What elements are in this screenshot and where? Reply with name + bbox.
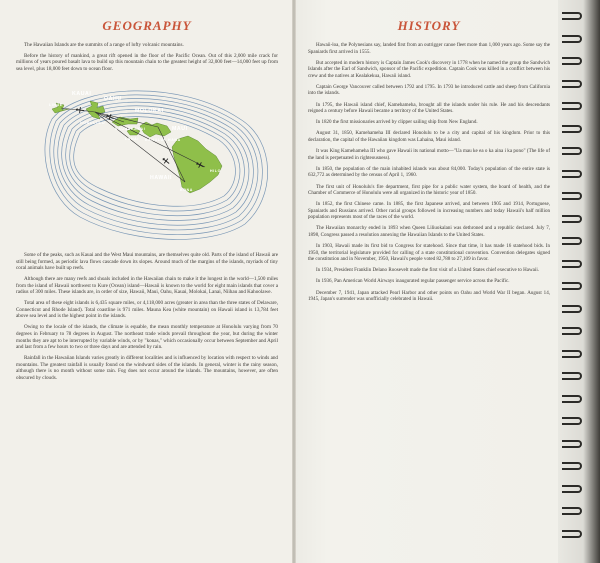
place-label-kona: KONA bbox=[180, 187, 193, 192]
binding-ring bbox=[562, 260, 584, 270]
history-paragraph: December 7, 1941, Japan attacked Pearl Harbor and other points on Oahu and World War II began. August 14, 1945, Japan's surrender was unofficially celebrated in Hawaii. bbox=[308, 289, 550, 303]
history-paragraph: The Hawaiian monarchy ended in 1893 when Queen Liliuokalani was dethroned and a republic declared. July 7, 1898, Congress passed a resolution annexing the Hawaiian Islands to the United States. bbox=[308, 225, 550, 238]
geography-title: GEOGRAPHY bbox=[102, 18, 192, 33]
place-label-hana: HANA bbox=[168, 137, 181, 142]
history-paragraph: In 1936, Pan American World Airways inaugurated regular passenger service across the Pacific. bbox=[316, 278, 510, 285]
history-paragraph: In 1850, the population of the main inhabited islands was about 84,000. Today's population of the entire state is 632,772 as determined by the census of April 1, 1960. bbox=[308, 165, 550, 179]
binding-ring bbox=[562, 237, 584, 247]
history-page bbox=[296, 0, 558, 563]
hawaii-map bbox=[40, 79, 276, 244]
binding-ring bbox=[562, 80, 584, 90]
geography-intro-paragraph: The Hawaiian Islands are the summits of a range of lofty volcanic mountains. bbox=[24, 42, 184, 48]
geography-paragraph: Total area of these eight islands is 6,435 square miles, or 4,118,000 acres (greater in area than the three states of Delaware, Connecticut and Rhode Island). Total coastline is 971 miles. Mauna Kea (white mountain) on Hawaii island is 13,784 feet above sea level and is the highest point in the islands. bbox=[16, 300, 278, 320]
oahu-island bbox=[86, 101, 105, 119]
geography-paragraph: Although there are many reefs and shoals included in the Hawaiian chain to make it the longest in the world—1,500 miles from the island of Hawaii northwest to Kure (Ocean) island—Hawaii is known to the world for eight main islands that cover a radius of 300 miles. These islands are, in order of size, Hawaii, Maui, Oahu, Kauai, Molokai, Lanai, Niihau and Kahoolawe. bbox=[16, 275, 278, 296]
history-title: HISTORY bbox=[397, 18, 461, 33]
island-label-hawaii: HAWAII bbox=[150, 174, 173, 181]
binding-ring bbox=[562, 440, 584, 450]
history-paragraph: In 1934, President Franklin Delano Roosevelt made the first visit of a United States chief executive to Hawaii. bbox=[316, 267, 539, 274]
binding-ring bbox=[562, 417, 584, 427]
binding-ring bbox=[562, 395, 584, 405]
binding-ring bbox=[562, 530, 584, 540]
place-label-lihue: LIHUE bbox=[49, 102, 63, 107]
binding-ring bbox=[562, 125, 584, 135]
history-paragraph: August 31, 1850, Kamehameha III declared Honolulu to be a city and capital of his kingdom. Prior to this declaration, the capital of the Hawaiian kingdom was Lahaina, Maui island. bbox=[308, 130, 550, 143]
binding-ring bbox=[562, 282, 584, 292]
history-paragraph: But accepted in modern history is Captain James Cook's discovery in 1778 when he named the group the Sandwich Islands after the Earl of Sandwich, sponsor of the Pacific expedition. Captain Cook was killed in a conflict between his crew and the natives at Kealakekua, Hawaii island. bbox=[308, 59, 550, 79]
history-paragraph: In 1795, the Hawaii island chief, Kamehameha, brought all the islands under his rule. He and his descendants reigned a century before Hawaii became a territory of the United States. bbox=[308, 101, 550, 115]
place-label-kahului: KAHULUI bbox=[145, 137, 166, 142]
geography-paragraph: Owing to the locale of the islands, the climate is equable, the mean monthly temperature at Honolulu varying from 70 degrees in February to 78 degrees in August. The northeast trade winds prevail throughout the year, but during the winter months they are apt to be interrupted by variable winds, or by "konas," which occasionally occur between September and April and last from a few hours to two or three days and are attended by rain. bbox=[16, 324, 278, 351]
geography-paragraph: Rainfall in the Hawaiian Islands varies greatly in different localities and is influenced by location with respect to winds and mountains. The greatest rainfall is usually found on the windward sides of the islands. In general, winter is the rainy season, although there is no month without some rain. Fog does not occur around the islands. The mountains, however, are often obscured by clouds. bbox=[16, 354, 278, 382]
history-paragraph: The first unit of Honolulu's fire department, first pipe for a public water system, the board of health, and the Chamber of Commerce of Honolulu were all organized in the historic year of 1850. bbox=[308, 183, 550, 197]
island-label-molokai: MOLOKAI bbox=[135, 107, 164, 114]
history-paragraph: In 1903, Hawaii made its first bid to Congress for statehood. Since that time, it has made 16 statehood bids. In 1950, the territorial legislature provided for calling of a state constitutional convention. Convention delegates signed the constitution and in November, 1950, Hawaii's people voted 82,788 to 27,109 in favor. bbox=[308, 243, 550, 263]
binding-ring bbox=[562, 215, 584, 225]
binding-ring bbox=[562, 462, 584, 472]
island-label-kauai: KAUAI bbox=[72, 90, 92, 97]
history-paragraph: In 1852, the first Chinese came. In 1885, the first Japanese arrived, and between 1905 and 1914, Portuguese, Spaniards and Russians arrived. Other racial groups followed in increasing numbers and today Hawaii's half million population represents most of the races of the world. bbox=[308, 201, 550, 221]
island-label-maui: MAUI bbox=[172, 125, 188, 132]
binding-ring bbox=[562, 102, 584, 112]
binding-ring bbox=[562, 57, 584, 67]
binding-ring bbox=[562, 507, 584, 517]
binding-ring bbox=[562, 192, 584, 202]
binding-ring bbox=[562, 35, 584, 45]
place-label-honolulu: HONOLULU bbox=[80, 120, 106, 125]
island-label-oahu: OAHU bbox=[104, 95, 122, 102]
binding-ring bbox=[562, 305, 584, 315]
binding-ring bbox=[562, 12, 584, 22]
binding-ring bbox=[562, 485, 584, 495]
geography-paragraph: Some of the peaks, such as Kauai and the West Maui mountains, are themselves quite old. Parts of the island of Hawaii are still being formed, as periodic lava flows cascade down its slopes. Around much of the margins of the islands, myriads of tiny coral animals have built up reefs. bbox=[16, 251, 278, 272]
history-paragraph: In 1820 the first missionaries arrived by clipper sailing ship from New England. bbox=[316, 119, 478, 126]
place-label-kaunakakai: KAUNAKAKAI bbox=[115, 126, 146, 131]
binding-ring bbox=[562, 350, 584, 360]
history-paragraph: Hawaii-loa, the Polynesians say, landed first from an outrigger canoe fleet more than 1,000 years ago. Some say the Spaniards first arrived in 1555. bbox=[308, 42, 550, 55]
binding-ring bbox=[562, 147, 584, 157]
binding-ring bbox=[562, 327, 584, 337]
binding-ring bbox=[562, 372, 584, 382]
binding-ring bbox=[562, 170, 584, 180]
history-paragraph: It was King Kamehameha III who gave Hawaii its national motto—"Ua mau ke ea o ka aina i ka pono" (The life of the land is perpetuated in righteousness). bbox=[308, 148, 550, 161]
place-label-hilo: HILO bbox=[210, 168, 221, 173]
hawaii-map-graphic bbox=[40, 79, 276, 244]
history-paragraph: Captain George Vancouver called between 1792 and 1795. In 1793 he introduced cattle and sheep from California into the islands. bbox=[308, 83, 550, 97]
geography-page bbox=[0, 0, 292, 563]
geography-intro-paragraph: Before the history of mankind, a great rift opened in the floor of the Pacific Ocean. Out of this 2,000 mile crack for millions of years poured basalt lava to build up this mountain chain to the greatest height of 32,000 feet—14,000 feet up from sea level, plus 18,000 feet down to ocean floor. bbox=[16, 52, 278, 73]
place-label-lanai: LANAI bbox=[125, 136, 139, 141]
